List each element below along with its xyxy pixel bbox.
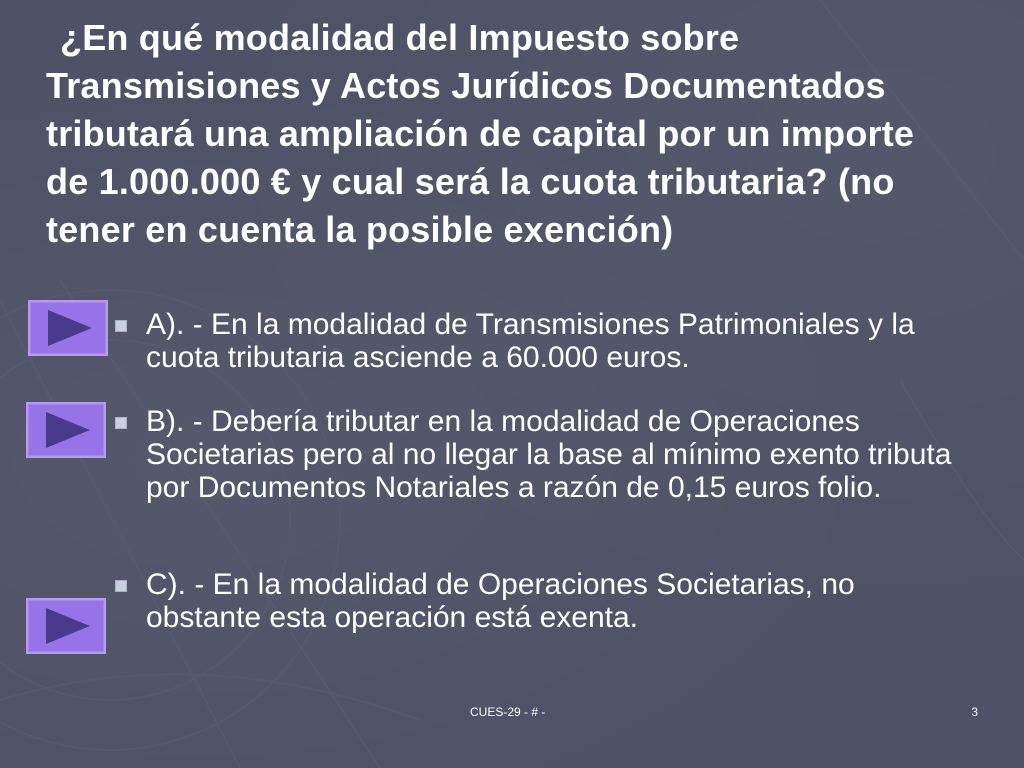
option-c-text: C). - En la modalidad de Operaciones Societarias, no obstante esta operación está exenta. xyxy=(146,568,855,634)
option-b-text: B). - Debería tributar en la modalidad de Operaciones Societarias pero al no llegar la base al mínimo exento tributa por Documentos Notariales a razón de 0,15 euros folio. xyxy=(146,405,952,504)
page-number: 3 xyxy=(971,705,978,719)
slide-title: ¿En qué modalidad del Impuesto sobre Transmisiones y Actos Jurídicos Documentados tributará una ampliación de capital por un importe de 1.000.000 € y cual será la cuota tributaria? (no tener en cuenta la posible exención) xyxy=(46,17,915,250)
option-a-play-button[interactable] xyxy=(28,300,108,356)
square-bullet-icon xyxy=(115,320,127,332)
option-a-text: A). - En la modalidad de Transmisiones Patrimoniales y la cuota tributaria asciende a 60.000 euros. xyxy=(146,308,915,374)
option-c xyxy=(115,568,975,634)
option-b-play-button[interactable] xyxy=(26,402,106,458)
footer-label: CUES-29 - # - xyxy=(470,705,546,719)
square-bullet-icon xyxy=(115,417,127,429)
play-arrow-icon xyxy=(28,600,104,652)
square-bullet-icon xyxy=(115,580,127,592)
option-a xyxy=(115,308,975,374)
play-arrow-icon xyxy=(28,404,104,456)
option-b xyxy=(115,405,975,504)
option-c-play-button[interactable] xyxy=(26,598,106,654)
play-arrow-icon xyxy=(30,302,106,354)
